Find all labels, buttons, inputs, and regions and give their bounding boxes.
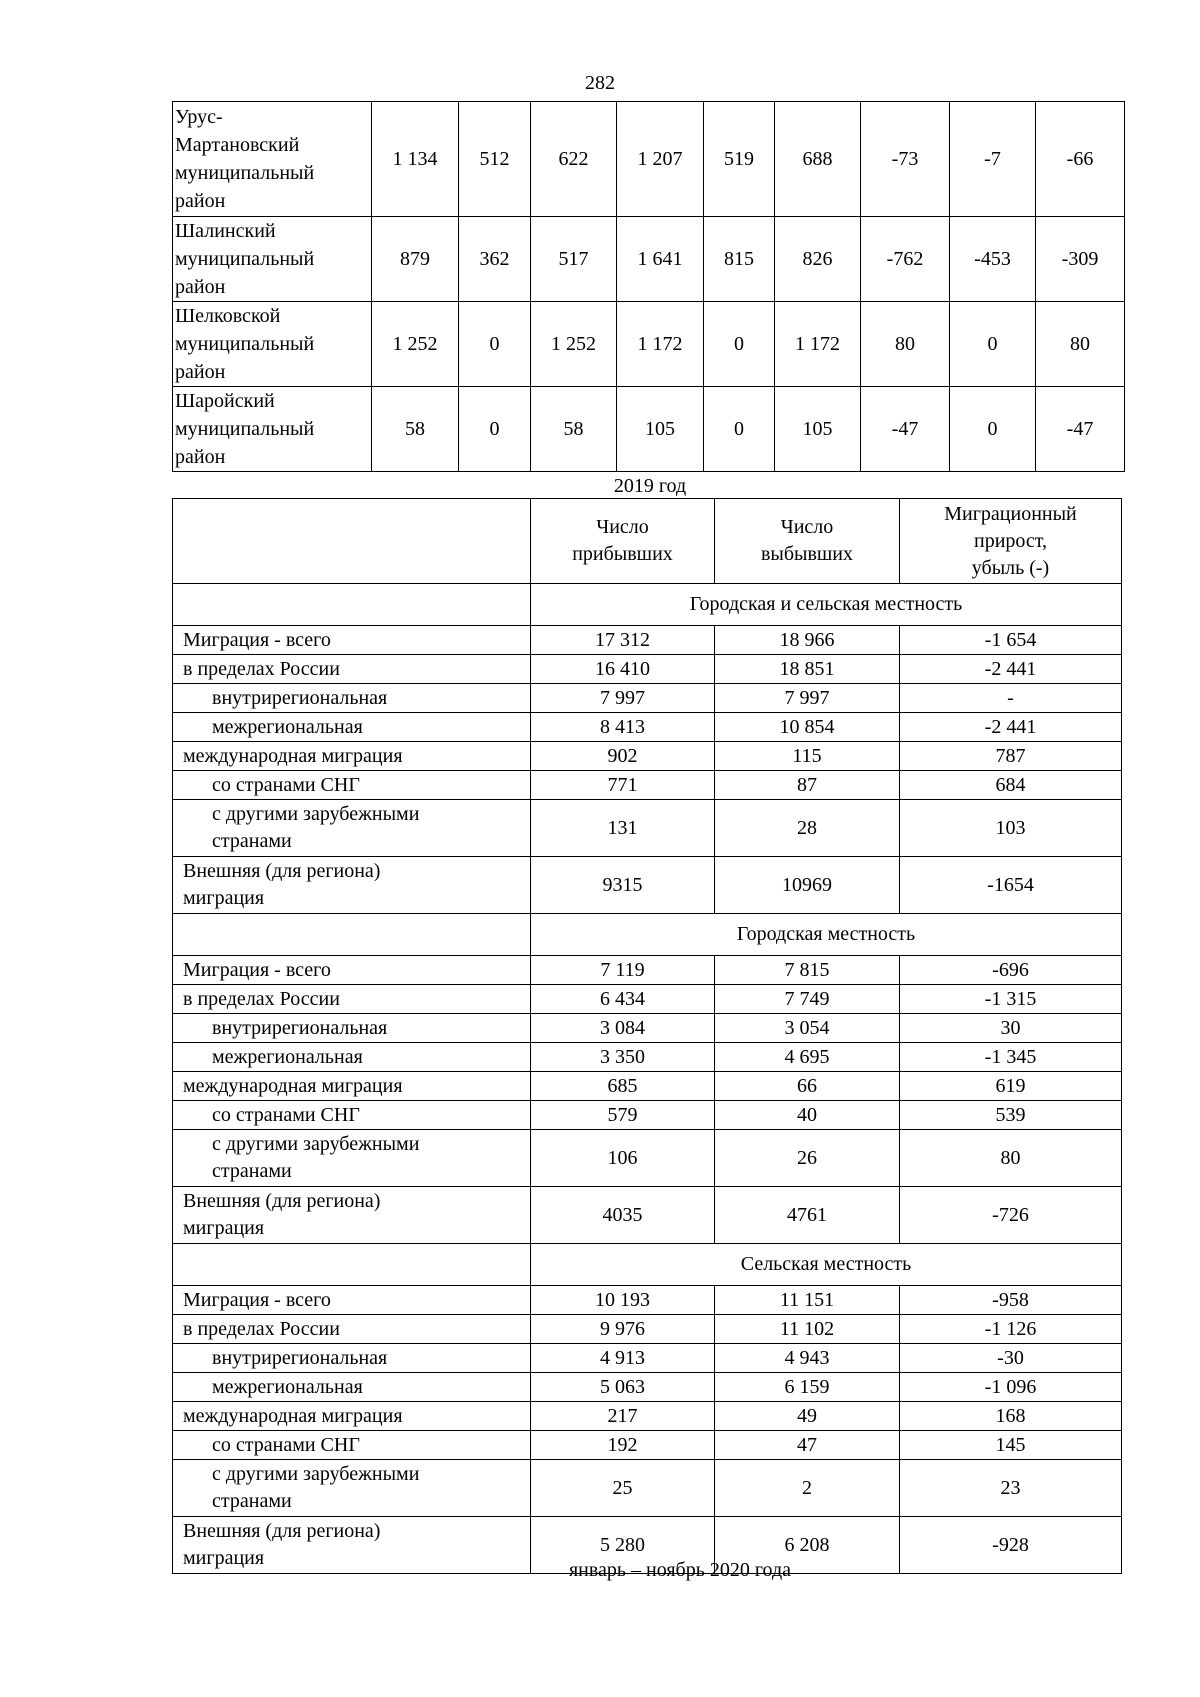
row-value-cell: 25 bbox=[531, 1460, 715, 1517]
row-value-cell: 7 997 bbox=[531, 684, 715, 713]
header-growth: Миграционный прирост, убыль (-) bbox=[900, 499, 1122, 584]
header-row bbox=[173, 499, 1122, 584]
summary-row bbox=[173, 655, 1122, 684]
district-name-cell bbox=[173, 302, 372, 387]
district-value-cell: -453 bbox=[950, 217, 1036, 302]
row-label-cell: со странами СНГ bbox=[173, 1431, 531, 1460]
row-label-cell: в пределах России bbox=[173, 1315, 531, 1344]
row-value-cell: 80 bbox=[900, 1130, 1122, 1187]
row-value-cell: 4 943 bbox=[715, 1344, 900, 1373]
district-name-line: Шелковской bbox=[175, 305, 281, 327]
district-value-cell: 362 bbox=[459, 217, 531, 302]
row-label-cell bbox=[173, 1187, 531, 1244]
row-value-cell: 6 208 bbox=[715, 1517, 900, 1574]
row-label-cell: международная миграция bbox=[173, 742, 531, 771]
row-value-cell: 4 913 bbox=[531, 1344, 715, 1373]
district-value-cell: 80 bbox=[861, 302, 950, 387]
summary-row bbox=[173, 857, 1122, 914]
district-name-line: муниципальный bbox=[175, 333, 315, 355]
district-row bbox=[173, 302, 1125, 387]
section-title: Сельская местность bbox=[531, 1244, 1122, 1286]
district-migration-table bbox=[172, 101, 1125, 472]
summary-row bbox=[173, 1101, 1122, 1130]
section-row bbox=[173, 914, 1122, 956]
row-value-cell: 30 bbox=[900, 1014, 1122, 1043]
summary-row bbox=[173, 985, 1122, 1014]
district-row bbox=[173, 217, 1125, 302]
district-value-cell: 105 bbox=[617, 387, 704, 472]
row-value-cell: 28 bbox=[715, 800, 900, 857]
row-value-cell: 16 410 bbox=[531, 655, 715, 684]
row-label-cell: Миграция - всего bbox=[173, 1286, 531, 1315]
row-value-cell: 5 280 bbox=[531, 1517, 715, 1574]
summary-row bbox=[173, 1187, 1122, 1244]
row-label-line: Внешняя (для региона) bbox=[183, 860, 381, 882]
row-label-line: Внешняя (для региона) bbox=[183, 1520, 381, 1542]
page-number: 282 bbox=[585, 72, 615, 94]
summary-row bbox=[173, 1460, 1122, 1517]
district-name-line: муниципальный bbox=[175, 162, 315, 184]
summary-row bbox=[173, 771, 1122, 800]
row-label-cell: внутрирегиональная bbox=[173, 684, 531, 713]
row-value-cell: -928 bbox=[900, 1517, 1122, 1574]
row-label-cell bbox=[173, 1130, 531, 1187]
section-row bbox=[173, 584, 1122, 626]
district-value-cell: 0 bbox=[704, 302, 775, 387]
row-label-cell bbox=[173, 1460, 531, 1517]
row-label-line: странами bbox=[212, 1160, 292, 1182]
row-value-cell: 3 084 bbox=[531, 1014, 715, 1043]
district-name-line: Мартановский bbox=[175, 134, 300, 156]
district-value-cell: 1 134 bbox=[372, 102, 459, 217]
district-value-cell: 815 bbox=[704, 217, 775, 302]
district-name-line: район bbox=[175, 361, 226, 383]
row-label-line: миграция bbox=[183, 887, 265, 909]
district-name-cell bbox=[173, 217, 372, 302]
row-value-cell: -726 bbox=[900, 1187, 1122, 1244]
district-value-cell: -47 bbox=[861, 387, 950, 472]
summary-row bbox=[173, 713, 1122, 742]
row-value-cell: 168 bbox=[900, 1402, 1122, 1431]
row-value-cell: 103 bbox=[900, 800, 1122, 857]
row-value-cell: 192 bbox=[531, 1431, 715, 1460]
row-value-cell: 18 966 bbox=[715, 626, 900, 655]
row-value-cell: 17 312 bbox=[531, 626, 715, 655]
row-label-cell: международная миграция bbox=[173, 1402, 531, 1431]
district-value-cell: 688 bbox=[775, 102, 861, 217]
summary-row bbox=[173, 1014, 1122, 1043]
section-empty-cell bbox=[173, 584, 531, 626]
row-value-cell: 10 854 bbox=[715, 713, 900, 742]
header-departures: Число выбывших bbox=[715, 499, 900, 584]
row-value-cell: 684 bbox=[900, 771, 1122, 800]
district-value-cell: -762 bbox=[861, 217, 950, 302]
row-value-cell: 40 bbox=[715, 1101, 900, 1130]
row-value-cell: 787 bbox=[900, 742, 1122, 771]
district-value-cell: 1 641 bbox=[617, 217, 704, 302]
row-label-cell bbox=[173, 857, 531, 914]
row-label-cell: Миграция - всего bbox=[173, 626, 531, 655]
summary-row bbox=[173, 800, 1122, 857]
row-value-cell: -1 345 bbox=[900, 1043, 1122, 1072]
row-label-line: с другими зарубежными bbox=[212, 803, 420, 825]
year-caption: 2019 год bbox=[613, 475, 687, 497]
row-label-line: странами bbox=[212, 1490, 292, 1512]
summary-row bbox=[173, 1344, 1122, 1373]
row-value-cell: 4035 bbox=[531, 1187, 715, 1244]
district-value-cell: -66 bbox=[1036, 102, 1125, 217]
summary-row bbox=[173, 1043, 1122, 1072]
district-value-cell: 0 bbox=[459, 387, 531, 472]
section-row bbox=[173, 1244, 1122, 1286]
row-label-cell: со странами СНГ bbox=[173, 1101, 531, 1130]
summary-row bbox=[173, 956, 1122, 985]
district-value-cell: 879 bbox=[372, 217, 459, 302]
row-label-cell: внутрирегиональная bbox=[173, 1014, 531, 1043]
row-value-cell: 4761 bbox=[715, 1187, 900, 1244]
row-value-cell: 10969 bbox=[715, 857, 900, 914]
row-value-cell: 131 bbox=[531, 800, 715, 857]
district-value-cell: -73 bbox=[861, 102, 950, 217]
row-label-cell: в пределах России bbox=[173, 655, 531, 684]
row-value-cell: 579 bbox=[531, 1101, 715, 1130]
row-value-cell: -958 bbox=[900, 1286, 1122, 1315]
district-value-cell: 58 bbox=[372, 387, 459, 472]
summary-row bbox=[173, 684, 1122, 713]
row-value-cell: 2 bbox=[715, 1460, 900, 1517]
district-value-cell: 1 207 bbox=[617, 102, 704, 217]
district-value-cell: 1 252 bbox=[531, 302, 617, 387]
district-name-line: муниципальный bbox=[175, 418, 315, 440]
district-value-cell: 517 bbox=[531, 217, 617, 302]
district-value-cell: 80 bbox=[1036, 302, 1125, 387]
district-name-line: Шаройский bbox=[175, 390, 275, 412]
row-value-cell: 7 997 bbox=[715, 684, 900, 713]
row-value-cell: 11 102 bbox=[715, 1315, 900, 1344]
district-row bbox=[173, 387, 1125, 472]
summary-row bbox=[173, 742, 1122, 771]
row-value-cell: 115 bbox=[715, 742, 900, 771]
row-value-cell: 539 bbox=[900, 1101, 1122, 1130]
row-value-cell: -2 441 bbox=[900, 713, 1122, 742]
row-value-cell: 8 413 bbox=[531, 713, 715, 742]
summary-row bbox=[173, 1431, 1122, 1460]
row-label-cell: внутрирегиональная bbox=[173, 1344, 531, 1373]
header-empty-cell bbox=[173, 499, 531, 584]
migration-summary-table bbox=[172, 498, 1122, 1574]
section-title: Городская местность bbox=[531, 914, 1122, 956]
row-label-line: с другими зарубежными bbox=[212, 1463, 420, 1485]
row-label-cell bbox=[173, 800, 531, 857]
row-value-cell: 685 bbox=[531, 1072, 715, 1101]
district-name-line: район bbox=[175, 190, 226, 212]
row-value-cell: 10 193 bbox=[531, 1286, 715, 1315]
header-arrivals: Число прибывших bbox=[531, 499, 715, 584]
summary-row bbox=[173, 1373, 1122, 1402]
summary-row bbox=[173, 1286, 1122, 1315]
row-value-cell: 7 749 bbox=[715, 985, 900, 1014]
district-name-line: район bbox=[175, 276, 226, 298]
row-value-cell: - bbox=[900, 684, 1122, 713]
row-value-cell: 3 054 bbox=[715, 1014, 900, 1043]
row-value-cell: 9315 bbox=[531, 857, 715, 914]
row-label-cell: со странами СНГ bbox=[173, 771, 531, 800]
row-label-cell: межрегиональная bbox=[173, 1043, 531, 1072]
row-value-cell: 6 159 bbox=[715, 1373, 900, 1402]
district-name-line: муниципальный bbox=[175, 248, 315, 270]
district-value-cell: 58 bbox=[531, 387, 617, 472]
summary-row bbox=[173, 1402, 1122, 1431]
row-value-cell: 5 063 bbox=[531, 1373, 715, 1402]
summary-row bbox=[173, 1072, 1122, 1101]
row-value-cell: -1 126 bbox=[900, 1315, 1122, 1344]
district-value-cell: 0 bbox=[459, 302, 531, 387]
section-title: Городская и сельская местность bbox=[531, 584, 1122, 626]
row-value-cell: 26 bbox=[715, 1130, 900, 1187]
row-value-cell: -2 441 bbox=[900, 655, 1122, 684]
row-value-cell: 7 119 bbox=[531, 956, 715, 985]
row-value-cell: -1654 bbox=[900, 857, 1122, 914]
section-empty-cell bbox=[173, 914, 531, 956]
row-label-line: странами bbox=[212, 830, 292, 852]
district-row bbox=[173, 102, 1125, 217]
district-value-cell: 1 172 bbox=[775, 302, 861, 387]
summary-row bbox=[173, 1315, 1122, 1344]
district-value-cell: -47 bbox=[1036, 387, 1125, 472]
row-value-cell: 11 151 bbox=[715, 1286, 900, 1315]
row-value-cell: 3 350 bbox=[531, 1043, 715, 1072]
district-name-cell bbox=[173, 387, 372, 472]
district-name-cell bbox=[173, 102, 372, 217]
row-label-line: миграция bbox=[183, 1217, 265, 1239]
row-label-cell: в пределах России bbox=[173, 985, 531, 1014]
row-value-cell: 49 bbox=[715, 1402, 900, 1431]
row-value-cell: 47 bbox=[715, 1431, 900, 1460]
row-value-cell: 87 bbox=[715, 771, 900, 800]
row-label-cell: международная миграция bbox=[173, 1072, 531, 1101]
row-value-cell: -30 bbox=[900, 1344, 1122, 1373]
section-empty-cell bbox=[173, 1244, 531, 1286]
row-label-cell: Миграция - всего bbox=[173, 956, 531, 985]
row-value-cell: -1 654 bbox=[900, 626, 1122, 655]
period-caption: январь – ноябрь 2020 года bbox=[568, 1559, 792, 1581]
row-label-line: миграция bbox=[183, 1547, 265, 1569]
district-name-line: Шалинский bbox=[175, 220, 276, 242]
row-value-cell: -1 315 bbox=[900, 985, 1122, 1014]
row-value-cell: 771 bbox=[531, 771, 715, 800]
district-value-cell: 622 bbox=[531, 102, 617, 217]
row-value-cell: 66 bbox=[715, 1072, 900, 1101]
row-label-cell: межрегиональная bbox=[173, 713, 531, 742]
district-value-cell: 0 bbox=[950, 302, 1036, 387]
row-value-cell: 902 bbox=[531, 742, 715, 771]
row-value-cell: 145 bbox=[900, 1431, 1122, 1460]
row-value-cell: 106 bbox=[531, 1130, 715, 1187]
district-value-cell: 519 bbox=[704, 102, 775, 217]
row-value-cell: 7 815 bbox=[715, 956, 900, 985]
row-value-cell: 23 bbox=[900, 1460, 1122, 1517]
district-value-cell: 105 bbox=[775, 387, 861, 472]
row-value-cell: 4 695 bbox=[715, 1043, 900, 1072]
row-label-line: Внешняя (для региона) bbox=[183, 1190, 381, 1212]
row-value-cell: 619 bbox=[900, 1072, 1122, 1101]
row-value-cell: 9 976 bbox=[531, 1315, 715, 1344]
row-label-line: с другими зарубежными bbox=[212, 1133, 420, 1155]
row-value-cell: -696 bbox=[900, 956, 1122, 985]
row-value-cell: 217 bbox=[531, 1402, 715, 1431]
district-value-cell: 0 bbox=[950, 387, 1036, 472]
row-label-cell: межрегиональная bbox=[173, 1373, 531, 1402]
row-value-cell: -1 096 bbox=[900, 1373, 1122, 1402]
district-value-cell: -309 bbox=[1036, 217, 1125, 302]
district-value-cell: 512 bbox=[459, 102, 531, 217]
summary-row bbox=[173, 1130, 1122, 1187]
district-value-cell: -7 bbox=[950, 102, 1036, 217]
district-value-cell: 826 bbox=[775, 217, 861, 302]
district-value-cell: 1 172 bbox=[617, 302, 704, 387]
district-name-line: район bbox=[175, 446, 226, 468]
summary-row bbox=[173, 626, 1122, 655]
row-value-cell: 6 434 bbox=[531, 985, 715, 1014]
district-value-cell: 0 bbox=[704, 387, 775, 472]
district-name-line: Урус- bbox=[175, 106, 223, 128]
district-value-cell: 1 252 bbox=[372, 302, 459, 387]
row-value-cell: 18 851 bbox=[715, 655, 900, 684]
